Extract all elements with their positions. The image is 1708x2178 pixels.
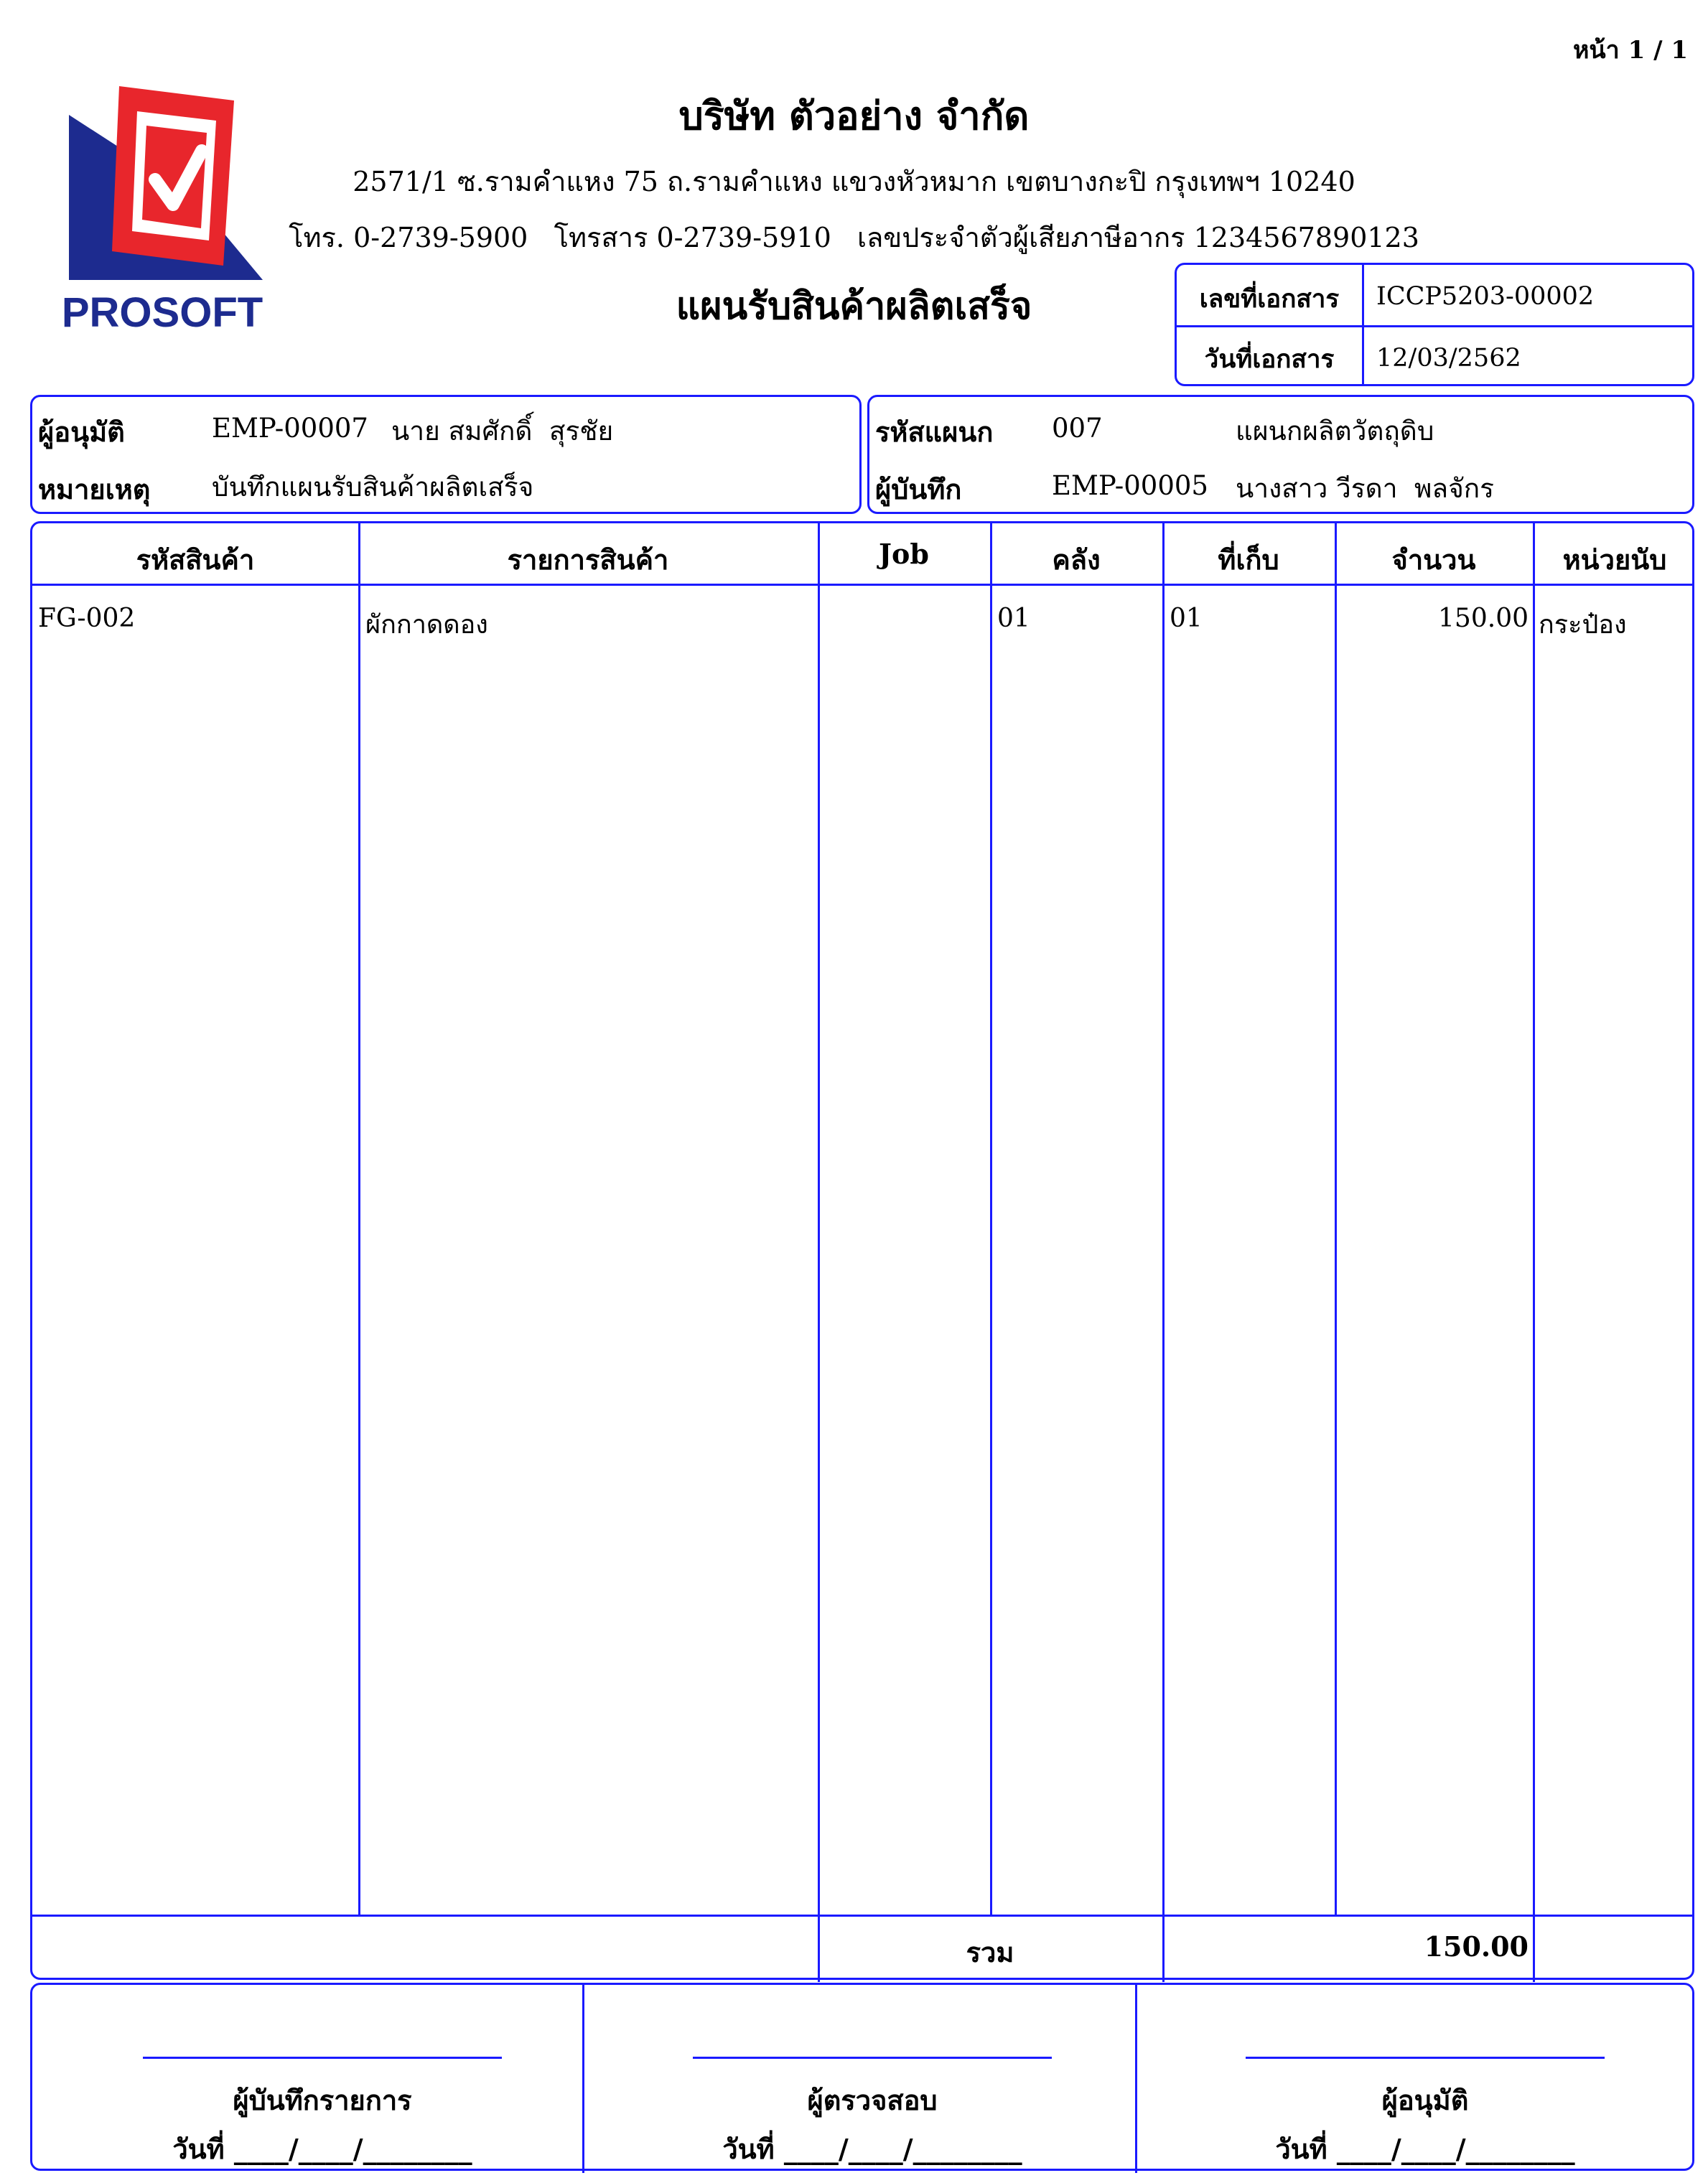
row-warehouse: 01 — [997, 604, 1030, 633]
signature-recorder-label: ผู้บันทึกรายการ — [233, 2084, 412, 2116]
header-job: Job — [879, 538, 929, 570]
approver-info-box — [30, 395, 862, 514]
row-product-name: ผักกาดดอง — [365, 610, 488, 640]
total-quantity: 150.00 — [1424, 1930, 1529, 1963]
row-quantity: 150.00 — [1438, 604, 1529, 633]
recorder-label: ผู้บันทึก — [875, 473, 962, 505]
header-product-name: รายการสินค้า — [507, 543, 669, 576]
row-product-code: FG-002 — [38, 604, 136, 633]
remark-value: บันทึกแผนรับสินค้าผลิตเสร็จ — [212, 472, 534, 503]
signature-box — [30, 1983, 1694, 2171]
remark-label: หมายเหตุ — [38, 473, 151, 505]
company-phone-tax: โทร. 0-2739-5900 โทรสาร 0-2739-5910 เลขประจำตัวผู้เสียภาษีอากร 1234567890123 — [289, 222, 1419, 253]
recorder-name: นางสาว วีรดา พลจักร — [1236, 473, 1495, 504]
approver-name: นาย สมศักดิ์ สุรชัย — [391, 416, 614, 447]
doc-number-value: ICCP5203-00002 — [1376, 282, 1595, 311]
signature-checker-date: วันที่ ____/____/________ — [722, 2133, 1022, 2165]
dept-name: แผนกผลิตวัตถุดิบ — [1236, 416, 1434, 447]
signature-checker-label: ผู้ตรวจสอบ — [807, 2084, 938, 2116]
items-table — [30, 521, 1694, 1980]
doc-date-label: วันที่เอกสาร — [1204, 345, 1335, 374]
document-number-box — [1175, 263, 1694, 386]
signature-approver-date: วันที่ ____/____/________ — [1275, 2133, 1575, 2165]
company-address: 2571/1 ซ.รามคำแหง 75 ถ.รามคำแหง แขวงหัวหมาก เขตบางกะปิ กรุงเทพฯ 10240 — [353, 166, 1355, 197]
header-product-code: รหัสสินค้า — [136, 543, 255, 576]
row-location: 01 — [1170, 604, 1203, 633]
row-unit: กระป๋อง — [1539, 610, 1627, 640]
recorder-code: EMP-00005 — [1052, 470, 1208, 501]
page-number: หน้า 1 / 1 — [1573, 36, 1688, 65]
header-quantity: จำนวน — [1391, 543, 1476, 576]
doc-date-value: 12/03/2562 — [1376, 344, 1521, 373]
total-label: รวม — [966, 1936, 1014, 1968]
doc-number-label: เลขที่เอกสาร — [1199, 284, 1340, 314]
header-location: ที่เก็บ — [1218, 543, 1279, 576]
signature-approver-label: ผู้อนุมัติ — [1381, 2084, 1469, 2116]
approver-code: EMP-00007 — [212, 413, 368, 444]
company-name: บริษัท ตัวอย่าง จำกัด — [678, 93, 1030, 139]
header-warehouse: คลัง — [1052, 543, 1101, 576]
signature-recorder-date: วันที่ ____/____/________ — [172, 2133, 472, 2165]
dept-code-label: รหัสแผนก — [875, 416, 994, 448]
header-unit: หน่วยนับ — [1562, 543, 1667, 576]
logo-text: PROSOFT — [61, 289, 263, 336]
document-title: แผนรับสินค้าผลิตเสร็จ — [676, 284, 1032, 328]
department-info-box — [867, 395, 1694, 514]
approver-label: ผู้อนุมัติ — [38, 416, 125, 448]
dept-code: 007 — [1052, 413, 1103, 444]
